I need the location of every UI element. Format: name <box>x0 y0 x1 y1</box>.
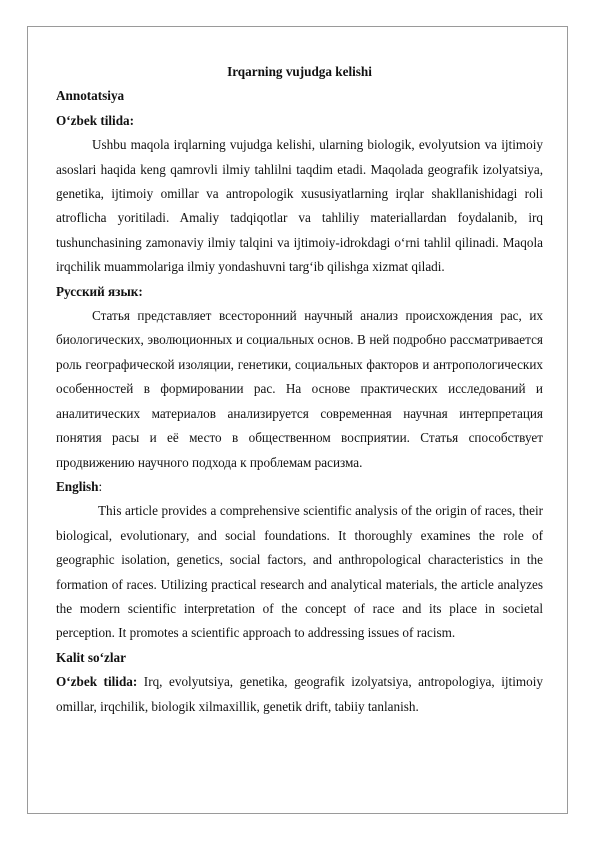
uz-abstract: Ushbu maqola irqlarning vujudga kelishi, ularning biologik, evolyutsion va ijtimoiy asoslari haqida keng qamrovli ilmiy tahlilni taqdim etadi. Maqolada geografik izolyatsiya, genetika, ijtimoiy omillar va antropologik xususiyatlarning irqlar shakllanishidagi roli atroflicha yoritiladi. Amaliy tadqiqotlar va tahliliy materiallardan foydalanib, irq tushunchasining zamonaviy ilmiy talqini va ijtimoiy-idrokdagi o‘rni tahlil qilinadi. Maqola irqchilik muammolariga ilmiy yondashuvni targ‘ib qilishga xizmat qiladi. <box>56 137 543 275</box>
en-label-text: English <box>56 478 99 494</box>
ru-section-label: Русский язык: <box>56 283 143 299</box>
keywords-heading: Kalit so‘zlar <box>56 649 126 665</box>
document-body <box>56 60 543 719</box>
en-section-label <box>56 475 543 499</box>
uz-keywords <box>56 670 543 719</box>
paper-title: Irqarning vujudga kelishi <box>227 64 372 79</box>
uz-section-label: O‘zbek tilida: <box>56 112 135 128</box>
ru-abstract: Статья представляет всесторонний научный анализ происхождения рас, их биологических, эволюционных и социальных основ. В ней подробно рассматривается роль географической изоляции, генетики, социальных факторов и антропологических особенностей в формировании рас. На основе практических исследований и аналитических материалов анализируется современная научная интерпретация понятия расы и её место в общественном восприятии. Статья способствует продвижению научного подхода к проблемам расизма. <box>56 308 543 470</box>
en-label-colon: : <box>98 478 103 494</box>
en-abstract: This article provides a comprehensive scientific analysis of the origin of races, their biological, evolutionary, and social foundations. It thoroughly examines the role of geographic isolation, genetics, social factors, and anthropological characteristics in the formation of races. Utilizing practical research and analytical materials, the article analyzes the modern scientific interpretation of the concept of race and its place in societal perception. It promotes a scientific approach to addressing issues of racism. <box>56 503 543 641</box>
uz-keywords-label: O‘zbek tilida: <box>56 674 138 690</box>
uz-keywords-text: Irq, evolyutsiya, genetika, geografik izolyatsiya, antropologiya, ijtimoiy omillar, irqchilik, biologik xilmaxillik, genetik drift, tabiiy tanlanish. <box>56 674 543 714</box>
annotation-heading: Annotatsiya <box>56 88 125 104</box>
